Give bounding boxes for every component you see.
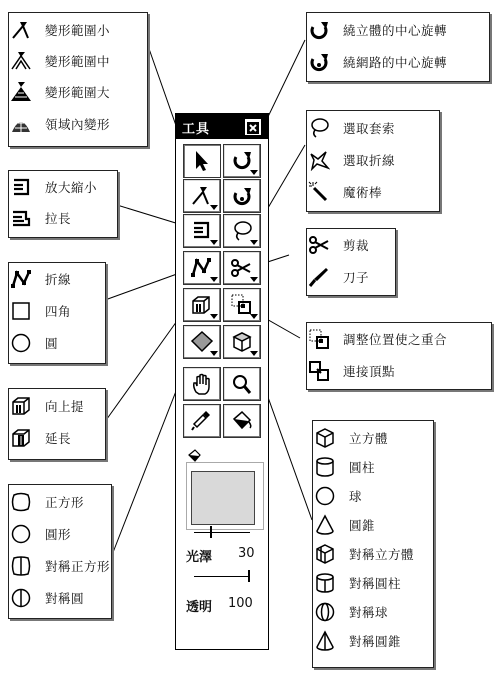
symmetric-cylinder-icon	[313, 572, 337, 594]
list-item-label: 選取套索	[343, 121, 396, 136]
palette-title: 工具	[182, 122, 211, 137]
list-item-label: 對稱正方形	[45, 559, 111, 574]
eyedropper-icon	[188, 409, 216, 433]
gloss-value: 30	[238, 546, 255, 561]
list-item	[9, 176, 97, 198]
list-item	[313, 630, 401, 652]
deform-medium-icon	[9, 50, 33, 72]
circle-icon	[9, 332, 33, 354]
list-item	[313, 514, 375, 536]
list-item	[307, 328, 447, 350]
shape2d-tool[interactable]	[183, 325, 221, 359]
list-item-label: 立方體	[349, 431, 389, 446]
list-item	[9, 395, 84, 417]
list-item	[9, 81, 110, 103]
list-item-label: 四角	[45, 304, 72, 319]
list-item-label: 對稱圓	[45, 591, 85, 606]
list-item-label: 變形範圍大	[45, 85, 111, 100]
list-item	[9, 113, 110, 135]
gloss-slider[interactable]	[194, 526, 250, 538]
opacity-value: 100	[228, 596, 253, 611]
list-item-label: 圓柱	[349, 460, 376, 475]
list-item	[9, 555, 110, 577]
list-item-label: 拉長	[45, 211, 72, 226]
extrude-tool[interactable]	[183, 288, 221, 322]
deform-tool[interactable]	[183, 179, 221, 213]
list-item	[307, 181, 382, 203]
list-item	[307, 360, 395, 382]
cylinder-icon	[313, 456, 337, 478]
dropdown-arrow-icon	[210, 277, 218, 282]
list-item	[307, 149, 395, 171]
list-item-label: 圓	[45, 336, 59, 351]
close-button[interactable]	[245, 119, 261, 135]
align-tool[interactable]	[223, 288, 261, 322]
square-icon	[9, 491, 33, 513]
list-item	[313, 427, 388, 449]
gloss-label: 光澤	[186, 550, 213, 565]
list-item	[313, 485, 362, 507]
select-arrow-tool[interactable]	[183, 144, 221, 178]
region-deform-icon	[9, 113, 33, 135]
opacity-slider[interactable]	[194, 570, 250, 582]
dropdown-arrow-icon	[250, 351, 258, 356]
symmetric-circle-icon	[9, 587, 33, 609]
list-item	[9, 523, 71, 545]
zoom-tool[interactable]	[223, 367, 261, 401]
list-item-label: 對稱球	[349, 605, 389, 620]
stretch-icon	[9, 207, 33, 229]
extend-icon	[9, 427, 33, 449]
deform-small-icon	[9, 19, 33, 41]
list-item-label: 繞立體的中心旋轉	[343, 23, 448, 38]
list-item-label: 對稱圓柱	[349, 576, 402, 591]
list-item-label: 魔術棒	[343, 185, 383, 200]
polyline-select-icon	[307, 149, 331, 171]
list-item-label: 剪裁	[343, 238, 370, 253]
list-item	[307, 234, 369, 256]
symmetric-sphere-icon	[313, 601, 337, 623]
align-position-icon	[307, 328, 331, 350]
list-item-label: 對稱圓錐	[349, 634, 402, 649]
lasso-icon	[307, 117, 331, 139]
list-item	[9, 491, 84, 513]
symmetric-cone-icon	[313, 630, 337, 652]
list-item-label: 選取折線	[343, 153, 396, 168]
symmetric-cube-icon	[313, 543, 337, 565]
list-item-label: 折線	[45, 272, 72, 287]
rotate-solid-icon	[307, 19, 331, 41]
dropdown-arrow-icon	[210, 240, 218, 245]
dropdown-arrow-icon	[210, 351, 218, 356]
list-item-label: 變形範圍小	[45, 23, 111, 38]
list-item	[9, 332, 58, 354]
scale-tool[interactable]	[183, 214, 221, 248]
knife-icon	[307, 266, 331, 288]
dropdown-arrow-icon	[210, 314, 218, 319]
dropdown-arrow-icon	[250, 240, 258, 245]
polyline-icon	[9, 268, 33, 290]
close-icon	[246, 121, 260, 135]
list-item	[307, 266, 369, 288]
cube-icon	[313, 427, 337, 449]
sphere-icon	[313, 485, 337, 507]
list-item-label: 調整位置使之重合	[343, 332, 448, 347]
symmetric-square-icon	[9, 555, 33, 577]
gloss-slider-thumb[interactable]	[210, 526, 212, 538]
list-item	[313, 572, 401, 594]
scale-group	[8, 170, 118, 238]
dropdown-arrow-icon	[250, 314, 258, 319]
extrude-up-icon	[9, 395, 33, 417]
solid-tool[interactable]	[223, 325, 261, 359]
list-item	[9, 427, 71, 449]
list-item-label: 延長	[45, 431, 72, 446]
list-item-label: 圓形	[45, 527, 72, 542]
transform-group	[8, 12, 148, 147]
tool-palette	[175, 113, 269, 650]
opacity-label: 透明	[186, 600, 213, 615]
lasso-tool[interactable]	[223, 214, 261, 248]
arrow-cursor-icon	[188, 149, 216, 173]
paint-bucket-tool[interactable]	[223, 404, 261, 438]
circle-shape-icon	[9, 523, 33, 545]
eyedropper-tool[interactable]	[183, 404, 221, 438]
list-item-label: 放大縮小	[45, 180, 98, 195]
align-group	[306, 322, 492, 390]
list-item	[9, 50, 110, 72]
cut-group	[306, 228, 396, 296]
dropdown-arrow-icon	[250, 277, 258, 282]
hand-icon	[188, 372, 216, 396]
cone-icon	[313, 514, 337, 536]
list-item	[307, 51, 447, 73]
rotate-mesh-icon	[307, 51, 331, 73]
list-item-label: 圓錐	[349, 518, 376, 533]
solids-group	[312, 420, 434, 668]
list-item-label: 繞網路的中心旋轉	[343, 55, 448, 70]
list-item	[313, 543, 414, 565]
opacity-slider-thumb[interactable]	[248, 570, 250, 582]
list-item-label: 連接頂點	[343, 364, 396, 379]
list-item-label: 向上提	[45, 399, 85, 414]
magnifier-icon	[228, 372, 256, 396]
magic-wand-icon	[307, 181, 331, 203]
hand-tool[interactable]	[183, 367, 221, 401]
list-item	[9, 207, 71, 229]
palette-titlebar[interactable]	[176, 114, 268, 139]
scale-icon	[9, 176, 33, 198]
list-item	[9, 268, 71, 290]
list-item	[9, 587, 84, 609]
polyline-tool[interactable]	[183, 251, 221, 285]
shape2d-group	[8, 484, 112, 619]
scissors-tool[interactable]	[223, 251, 261, 285]
list-item-label: 正方形	[45, 495, 85, 510]
list-item-label: 領域內變形	[45, 117, 111, 132]
list-item	[313, 601, 388, 623]
extrude-group	[8, 388, 106, 460]
dropdown-arrow-icon	[210, 205, 218, 210]
list-item	[9, 19, 110, 41]
color-swatch[interactable]	[191, 471, 255, 525]
connect-vertex-icon	[307, 360, 331, 382]
draw-group	[8, 262, 106, 364]
rectangle-icon	[9, 300, 33, 322]
rotate-mesh-icon	[228, 184, 256, 208]
list-item-label: 球	[349, 489, 363, 504]
list-item-label: 變形範圍中	[45, 54, 111, 69]
rotate-group	[306, 12, 490, 82]
list-item-label: 對稱立方體	[349, 547, 415, 562]
list-item	[9, 300, 71, 322]
list-item-label: 刀子	[343, 270, 370, 285]
dropdown-arrow-icon	[250, 170, 258, 175]
rotate-mesh-tool[interactable]	[223, 179, 261, 213]
rotate-tool[interactable]	[223, 144, 261, 178]
list-item	[307, 19, 447, 41]
paint-bucket-icon	[228, 409, 256, 433]
deform-large-icon	[9, 81, 33, 103]
select-group	[306, 110, 440, 212]
scissors-icon	[307, 234, 331, 256]
list-item	[313, 456, 375, 478]
list-item	[307, 117, 395, 139]
